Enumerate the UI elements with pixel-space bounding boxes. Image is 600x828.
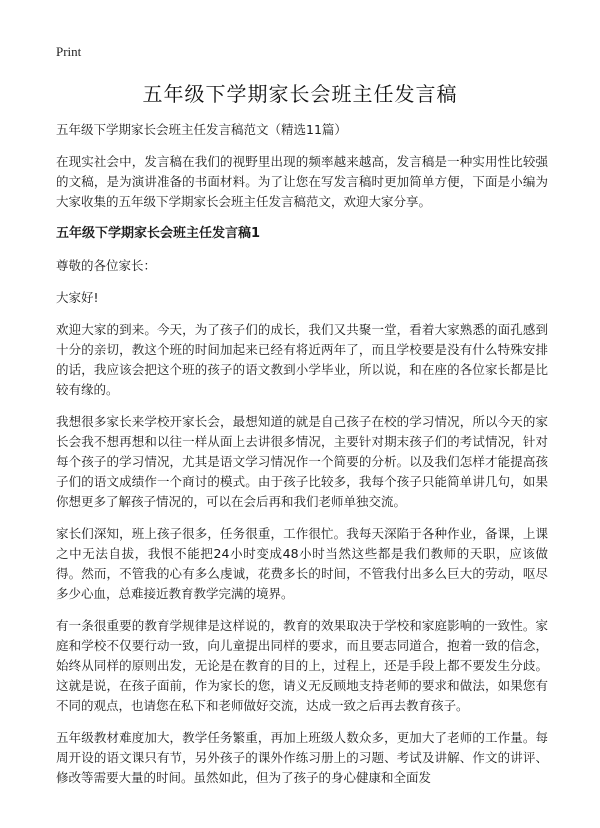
greeting: 大家好! — [56, 290, 99, 305]
section-heading: 五年级下学期家长会班主任发言稿1 — [56, 226, 261, 241]
body-paragraph: 我想很多家长来学校开家长会，最想知道的就是自己孩子在校的学习情况，所以今天的家长会我不想再想和以往一样从面上去讲很多情况，主要针对期末孩子们的考试情况，针对每个孩子的学习情况，尤其是语文学习情况作一个简要的分析。以及我们怎样才能提高孩子们的语文成绩作一个商讨的模式。由于孩子比较多，我每个孩子只能简单讲几句，如果你想更多了解孩子情况的，可以在会后再和我们老师单独交流。 — [56, 414, 548, 509]
print-button[interactable]: Print — [56, 44, 82, 59]
body-paragraph: 家长们深知，班上孩子很多，任务很重，工作很忙。我每天深陷于各种作业，备课，上课之中无法自拔，我恨不能把24小时变成48小时当然这些都是我们教师的天职，应该做得。然而，不管我的心有多么虔诚，花费多长的时间，不管我付出多么巨大的劳动，呕尽多少心血，总难接近教育教学完满的境界。 — [56, 526, 548, 601]
document-body — [56, 120, 548, 800]
document-subtitle: 五年级下学期家长会班主任发言稿范文（精选11篇） — [56, 122, 347, 137]
body-paragraph: 有一条很重要的教育学规律是这样说的，教育的效果取决于学校和家庭影响的一致性。家庭和学校不仅要行动一致，向儿童提出同样的要求，而且要志同道合，抱着一致的信念，始终从同样的原则出发，无论是在教育的目的上，过程上，还是手段上都不要发生分歧。这就是说，在孩子面前，作为家长的您，请义无反顾地支持老师的要求和做法，如果您有不同的观点，也请您在私下和老师做好交流，达成一致之后再去教育孩子。 — [56, 618, 548, 713]
body-paragraph: 五年级教材难度加大，教学任务繁重，再加上班级人数众多，更加大了老师的工作量。每周开设的语文课只有节，另外孩子的课外作练习册上的习题、考试及讲解、作文的讲评、修改等需要大量的时间。虽然如此，但为了孩子的身心健康和全面发 — [56, 730, 548, 785]
body-paragraph: 欢迎大家的到来。今天，为了孩子们的成长，我们又共聚一堂，看着大家熟悉的面孔感到十分的亲切，教这个班的时间加起来已经有将近两年了，而且学校要是没有什么特殊安排的话，我应该会把这个班的孩子的语文教到小学毕业，所以说，和在座的各位家长都是比较有缘的。 — [56, 322, 548, 397]
page-title: 五年级下学期家长会班主任发言稿 — [142, 82, 458, 106]
intro-paragraph: 在现实社会中，发言稿在我们的视野里出现的频率越来越高，发言稿是一种实用性比较强的文稿，是为演讲准备的书面材料。为了让您在写发言稿时更加简单方便，下面是小编为大家收集的五年级下学期家长会班主任发言稿范文，欢迎大家分享。 — [56, 154, 548, 209]
salutation: 尊敬的各位家长： — [56, 258, 157, 273]
